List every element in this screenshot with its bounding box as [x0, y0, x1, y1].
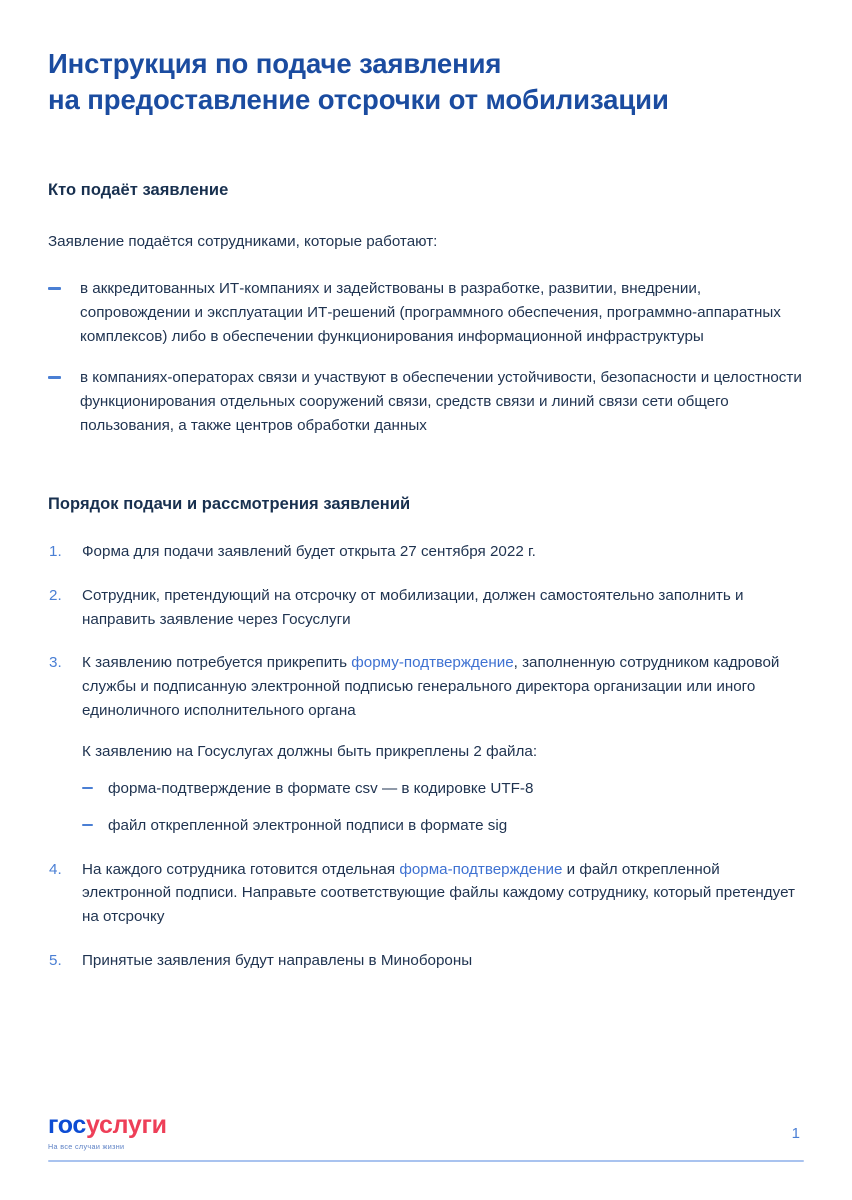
list-item-text: форма-подтверждение в формате csv — в кодировке UTF-8 [108, 780, 534, 798]
list-item-text: Принятые заявления будут направлены в Минобороны [82, 951, 473, 969]
list-item-text-after-link: , заполненную сотрудником кадровой службы и подписанную электронной подписью генерального директора организации или иного единоличного исполнительного органа [82, 654, 780, 719]
list-item-text: в компаниях-операторах связи и участвуют в обеспечении устойчивости, безопасности и целостности функционирования отдельных сооружений связи, средств связи и линий связи сети общего пользования, а также центров обработки данных [80, 369, 802, 434]
list-item [48, 540, 804, 564]
dash-bullet-icon [48, 376, 61, 378]
footer-content [48, 1106, 804, 1162]
application-order-list [48, 540, 804, 972]
footer-divider [48, 1160, 804, 1163]
list-item [82, 777, 804, 801]
list-item-text-before-link: К заявлению потребуется прикрепить [82, 654, 352, 672]
list-item-text: файл открепленной электронной подписи в формате sig [108, 817, 508, 834]
list-item [48, 584, 804, 631]
section-heading-order: Порядок подачи и рассмотрения заявлений [48, 495, 411, 514]
page-title [48, 0, 804, 119]
attachments-list [82, 777, 804, 837]
list-item [82, 814, 804, 838]
list-item-number: 3. [49, 654, 62, 672]
list-item-number: 2. [49, 587, 62, 605]
page-number: 1 [791, 1125, 800, 1142]
who-applies-list [48, 277, 804, 437]
attachments-note: К заявлению на Госуслугах должны быть прикреплены 2 файла: [82, 742, 538, 760]
gosuslugi-logo [48, 1110, 167, 1151]
list-item-number: 1. [49, 543, 62, 561]
confirmation-form-link[interactable]: форму-подтверждение [351, 654, 514, 672]
list-item [48, 858, 804, 929]
list-item-text: Форма для подачи заявлений будет открыта 27 сентября 2022 г. [82, 543, 536, 561]
section-who-lead-text: Заявление подаётся сотрудниками, которые работают: [48, 232, 438, 250]
dash-bullet-icon [48, 287, 61, 289]
list-item [48, 651, 804, 837]
list-item [48, 277, 804, 348]
list-item-text [82, 654, 779, 718]
logo-text-uslugi: услуги [86, 1110, 167, 1139]
logo-tagline: На все случаи жизни [48, 1141, 125, 1151]
list-item-number: 4. [49, 860, 62, 878]
list-item-text [82, 861, 795, 925]
logo-text-gos: гос [48, 1110, 87, 1139]
page-title-line-2: на предоставление отсрочки от мобилизации [48, 84, 669, 116]
dash-bullet-icon [82, 787, 93, 789]
list-item-number: 5. [49, 951, 62, 969]
gosuslugi-wordmark [48, 1110, 167, 1139]
list-item-text: в аккредитованных ИТ-компаниях и задействованы в разработке, развитии, внедрении, сопровождении и эксплуатации ИТ-решений (программного обеспечения, программно-аппаратных комплексов) либо в обеспечении функционирования информационной инфраструктуры [80, 280, 781, 345]
page-title-line-1: Инструкция по подаче заявления [48, 48, 502, 79]
list-item-text: Сотрудник, претендующий на отсрочку от мобилизации, должен самостоятельно заполнить и направить заявление через Госуслуги [82, 587, 744, 628]
section-heading-who: Кто подаёт заявление [48, 180, 229, 199]
dash-bullet-icon [82, 824, 93, 826]
list-item-text-after-link: и файл открепленной электронной подписи. Направьте соответствующие файлы каждому сотруднику, который претендует на отсрочку [82, 860, 795, 926]
confirmation-form-link[interactable]: форма-подтверждение [399, 860, 563, 878]
list-item [48, 949, 804, 973]
list-item [48, 366, 804, 437]
list-item-text-before-link: На каждого сотрудника готовится отдельная [82, 860, 400, 878]
page-footer [48, 1106, 804, 1162]
